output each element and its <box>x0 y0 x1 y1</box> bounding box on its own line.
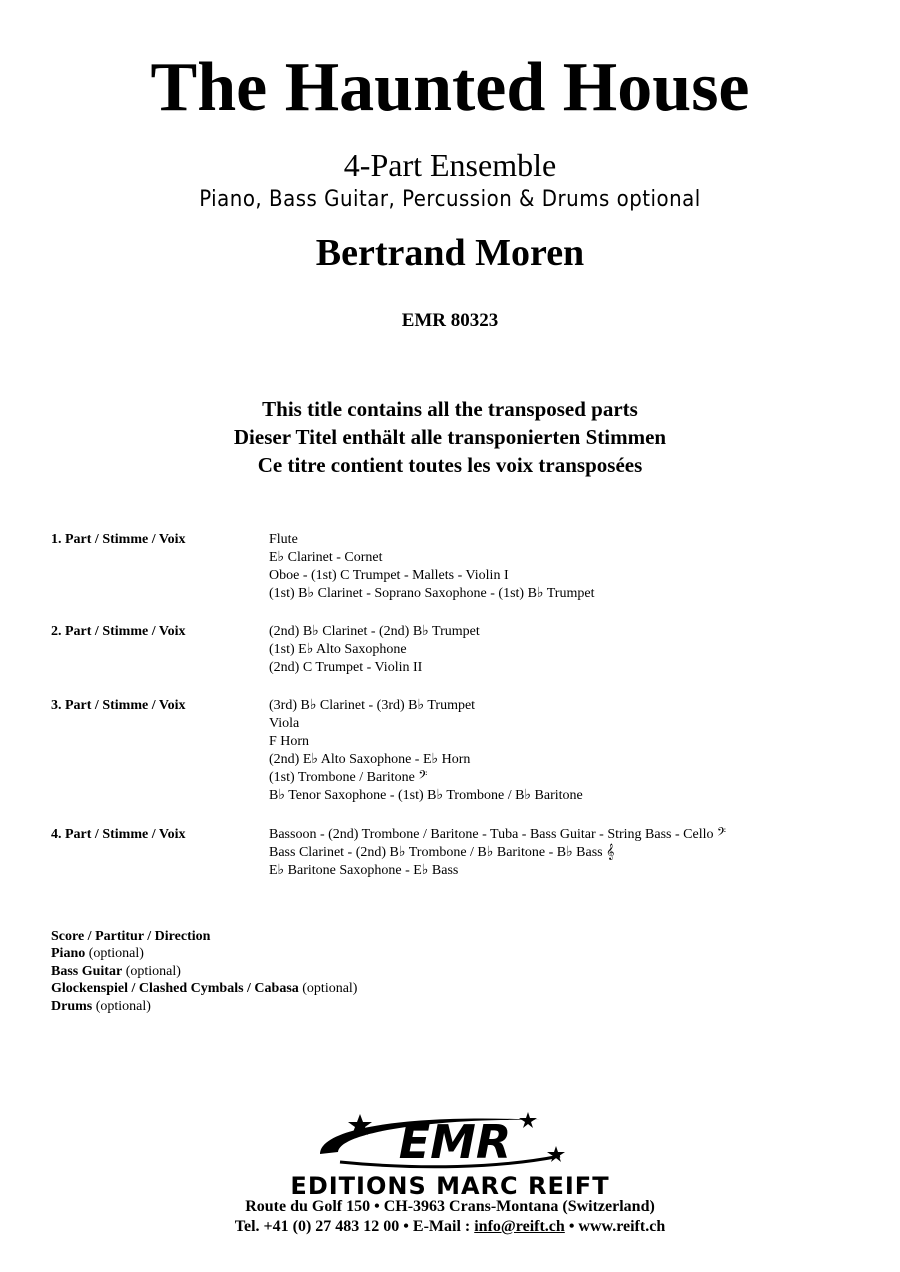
extra-item <box>51 980 357 997</box>
instrument-line: F Horn <box>269 734 310 749</box>
instrument-line: Oboe - (1st) C Trumpet - Mallets - Violin I <box>269 568 509 583</box>
instrument-line: (1st) B♭ Clarinet - Soprano Saxophone - (1st) B♭ Trumpet <box>269 586 595 601</box>
part-4-instruments <box>269 826 829 880</box>
catalog-number: EMR 80323 <box>401 310 499 331</box>
instrument-line: B♭ Tenor Saxophone - (1st) B♭ Trombone / B♭ Baritone <box>269 788 583 803</box>
publisher-address: Route du Golf 150 • CH-3963 Crans-Montana (Switzerland) <box>245 1198 655 1215</box>
instrument-line: Bassoon - (2nd) Trombone / Baritone - Tuba - Bass Guitar - String Bass - Cello 𝄢 <box>269 827 726 842</box>
additional-parts-list <box>51 928 357 1015</box>
instrument-line: Bass Clarinet - (2nd) B♭ Trombone / B♭ Baritone - B♭ Bass 𝄞 <box>269 845 615 860</box>
ensemble-subtitle: 4-Part Ensemble <box>343 147 557 183</box>
extra-item <box>51 998 357 1015</box>
instrument-line: Viola <box>269 716 300 731</box>
part-1-instruments <box>269 531 829 603</box>
instrumentation-line: Piano, Bass Guitar, Percussion & Drums optional <box>199 187 701 212</box>
part-3-label: 3. Part / Stimme / Voix <box>51 698 186 713</box>
extra-item <box>51 928 357 945</box>
part-2-instruments <box>269 623 829 677</box>
instrument-line: E♭ Baritone Saxophone - E♭ Bass <box>269 863 459 878</box>
instrument-line: (1st) Trombone / Baritone 𝄢 <box>269 770 428 785</box>
extra-item-note: (optional) <box>125 963 181 979</box>
notice-french: Ce titre contient toutes les voix transposées <box>257 453 643 477</box>
composer-name: Bertrand Moren <box>315 232 585 274</box>
instrument-line: (2nd) B♭ Clarinet - (2nd) B♭ Trumpet <box>269 624 480 639</box>
instrument-line: (1st) E♭ Alto Saxophone <box>269 642 407 657</box>
publisher-contact <box>0 1217 900 1237</box>
publisher-name: EDITIONS MARC REIFT <box>290 1172 610 1200</box>
extra-item <box>51 945 357 962</box>
logo-text: EMR <box>398 1115 512 1169</box>
part-2-label: 2. Part / Stimme / Voix <box>51 624 186 639</box>
instrument-line: (2nd) E♭ Alto Saxophone - E♭ Horn <box>269 752 471 767</box>
contact-phone: Tel. +41 (0) 27 483 12 00 • E-Mail : <box>234 1218 475 1235</box>
notice-german: Dieser Titel enthält alle transponierten Stimmen <box>233 425 667 449</box>
contact-email-link[interactable]: info@reift.ch <box>474 1218 565 1235</box>
extra-item-name: Piano <box>51 946 86 962</box>
extra-item-name: Drums <box>51 998 93 1014</box>
contact-website[interactable]: • www.reift.ch <box>564 1218 666 1235</box>
part-1-label: 1. Part / Stimme / Voix <box>51 532 186 547</box>
instrument-line: (2nd) C Trumpet - Violin II <box>269 660 423 675</box>
extra-item-note: (optional) <box>95 998 151 1014</box>
instrument-line: E♭ Clarinet - Cornet <box>269 550 383 565</box>
instrument-line: (3rd) B♭ Clarinet - (3rd) B♭ Trumpet <box>269 698 476 713</box>
instrument-line: Flute <box>269 532 298 547</box>
extra-item-name: Bass Guitar <box>51 963 123 979</box>
page-title: The Haunted House <box>150 49 750 126</box>
notice-english: This title contains all the transposed parts <box>262 397 638 421</box>
extra-item-note: (optional) <box>302 981 358 997</box>
part-3-instruments <box>269 697 829 805</box>
emr-logo <box>300 1106 600 1176</box>
extra-item-name: Glockenspiel / Clashed Cymbals / Cabasa <box>51 981 299 997</box>
extra-item <box>51 963 357 980</box>
extra-item-name: Score / Partitur / Direction <box>51 929 211 944</box>
part-4-label: 4. Part / Stimme / Voix <box>51 827 186 842</box>
extra-item-note: (optional) <box>88 946 144 962</box>
